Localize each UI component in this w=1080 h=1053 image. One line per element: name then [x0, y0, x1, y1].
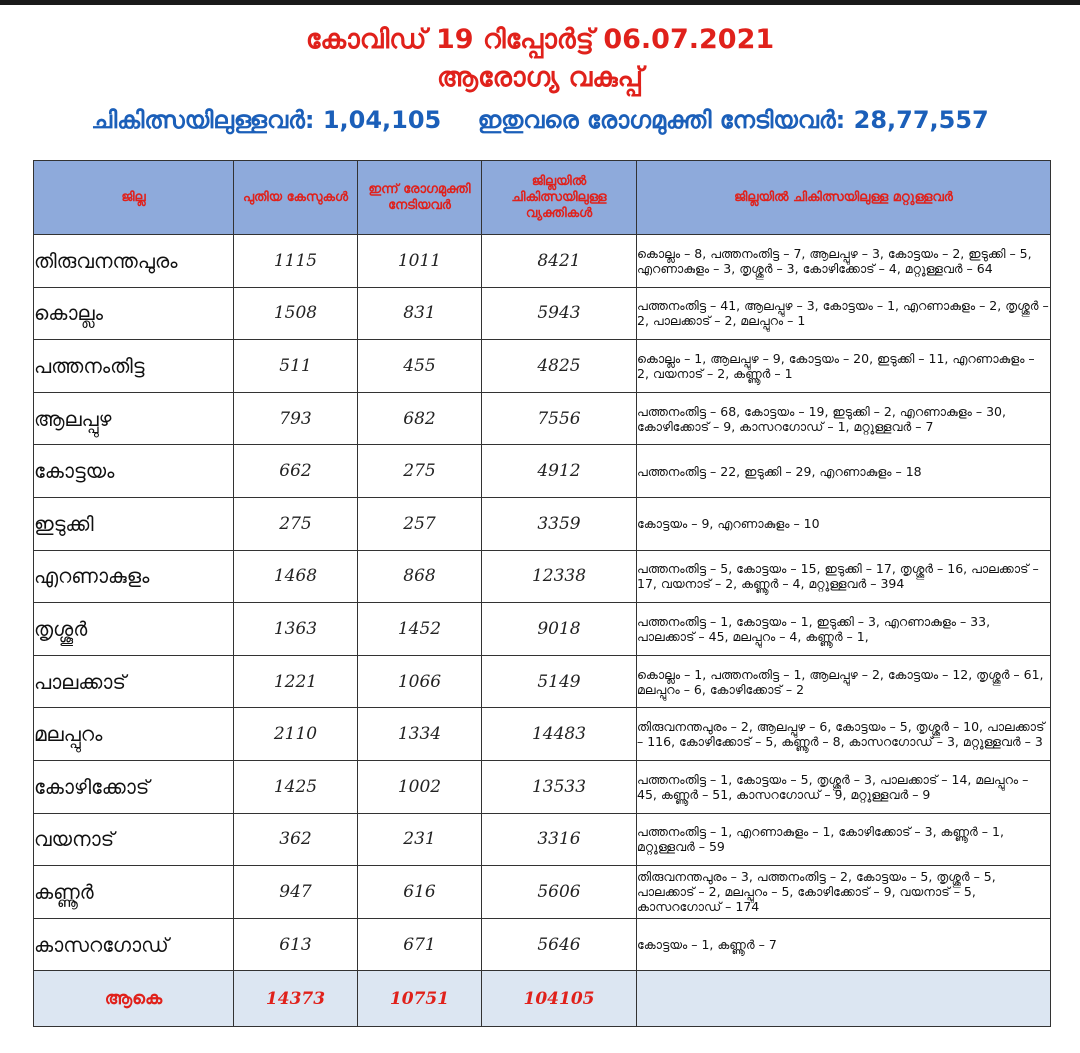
district-name: തിരുവനന്തപുരം	[34, 235, 234, 288]
district-report-table	[33, 160, 1051, 1027]
table-row	[34, 287, 1051, 340]
table-body	[34, 235, 1051, 971]
total-row	[34, 971, 1051, 1027]
district-name: തൃശ്ശൂർ	[34, 603, 234, 656]
new-cases-cell: 613	[234, 918, 358, 971]
new-cases-cell: 793	[234, 392, 358, 445]
others-cell: കൊല്ലം – 1, ആലപ്പുഴ – 9, കോട്ടയം – 20, ഇടുക്കി – 11, എറണാകുളം – 2, വയനാട് – 2, കണ്ണൂർ – 1	[637, 340, 1051, 393]
district-name: പത്തനംതിട്ട	[34, 340, 234, 393]
report-title: കോവിഡ് 19 റിപ്പോർട്ട് 06.07.2021	[305, 24, 775, 55]
table-row	[34, 708, 1051, 761]
department-title: ആരോഗ്യ വകുപ്പ്	[436, 62, 644, 93]
others-cell: കോട്ടയം – 9, എറണാകുളം – 10	[637, 497, 1051, 550]
table-row	[34, 340, 1051, 393]
new-cases-cell: 1468	[234, 550, 358, 603]
in-treatment-cell: 5606	[482, 866, 637, 919]
total-new-cases: 14373	[234, 971, 358, 1027]
table-row	[34, 392, 1051, 445]
district-name: കാസറഗോഡ്	[34, 918, 234, 971]
others-cell: തിരുവനന്തപുരം – 2, ആലപ്പുഴ – 6, കോട്ടയം – 5, തൃശ്ശൂർ – 10, പാലക്കാട് – 116, കോഴിക്കോട് – 5, കണ്ണൂർ – 8, കാസറഗോഡ് – 3, മറ്റുള്ളവർ – 3	[637, 708, 1051, 761]
district-name: കോട്ടയം	[34, 445, 234, 498]
recovered-cell: 671	[358, 918, 482, 971]
district-name: മലപ്പുറം	[34, 708, 234, 761]
recovered-cell: 455	[358, 340, 482, 393]
header-new-cases: പുതിയ കേസുകൾ	[234, 161, 358, 235]
district-name: ആലപ്പുഴ	[34, 392, 234, 445]
new-cases-cell: 275	[234, 497, 358, 550]
under-treatment-summary: ചികിത്സയിലുള്ളവർ: 1,04,105	[91, 106, 442, 134]
new-cases-cell: 362	[234, 813, 358, 866]
total-recovered: 10751	[358, 971, 482, 1027]
district-name: കൊല്ലം	[34, 287, 234, 340]
new-cases-cell: 1221	[234, 655, 358, 708]
header-recovered-today: ഇന്ന് രോഗമുക്തി നേടിയവർ	[358, 161, 482, 235]
in-treatment-cell: 13533	[482, 760, 637, 813]
new-cases-cell: 511	[234, 340, 358, 393]
others-cell: കൊല്ലം – 8, പത്തനംതിട്ട – 7, ആലപ്പുഴ – 3, കോട്ടയം – 2, ഇടുക്കി – 5, എറണാകുളം – 3, തൃശ്ശൂർ – 3, കോഴിക്കോട് – 4, മറ്റുള്ളവർ – 64	[637, 235, 1051, 288]
new-cases-cell: 947	[234, 866, 358, 919]
in-treatment-cell: 14483	[482, 708, 637, 761]
others-cell: പത്തനംതിട്ട – 1, കോട്ടയം – 1, ഇടുക്കി – 3, എറണാകുളം – 33, പാലക്കാട് – 45, മലപ്പുറം – 4, കണ്ണൂർ – 1,	[637, 603, 1051, 656]
top-border	[0, 0, 1080, 5]
recovered-summary: ഇതുവരെ രോഗമുക്തി നേടിയവർ: 28,77,557	[477, 106, 989, 134]
table-row	[34, 760, 1051, 813]
total-label: ആകെ	[34, 971, 234, 1027]
table-row	[34, 655, 1051, 708]
new-cases-cell: 2110	[234, 708, 358, 761]
recovered-cell: 1452	[358, 603, 482, 656]
recovered-cell: 1066	[358, 655, 482, 708]
in-treatment-cell: 8421	[482, 235, 637, 288]
recovered-cell: 1011	[358, 235, 482, 288]
in-treatment-cell: 3316	[482, 813, 637, 866]
table-row	[34, 813, 1051, 866]
district-name: എറണാകുളം	[34, 550, 234, 603]
header-district: ജില്ല	[34, 161, 234, 235]
recovered-cell: 682	[358, 392, 482, 445]
table-row	[34, 497, 1051, 550]
table-row	[34, 866, 1051, 919]
in-treatment-cell: 5646	[482, 918, 637, 971]
in-treatment-cell: 3359	[482, 497, 637, 550]
new-cases-cell: 1425	[234, 760, 358, 813]
in-treatment-cell: 7556	[482, 392, 637, 445]
district-name: കോഴിക്കോട്	[34, 760, 234, 813]
new-cases-cell: 1363	[234, 603, 358, 656]
others-cell: തിരുവനന്തപുരം – 3, പത്തനംതിട്ട – 2, കോട്ടയം – 5, തൃശ്ശൂർ – 5, പാലക്കാട് – 2, മലപ്പുറം – 5, കോഴിക്കോട് – 9, വയനാട് – 5, കാസറഗോഡ് – 174	[637, 866, 1051, 919]
recovered-cell: 257	[358, 497, 482, 550]
district-name: ഇടുക്കി	[34, 497, 234, 550]
others-cell: പത്തനംതിട്ട – 68, കോട്ടയം – 19, ഇടുക്കി – 2, എറണാകുളം – 30, കോഴിക്കോട് – 9, കാസറഗോഡ് – 1, മറ്റുള്ളവർ – 7	[637, 392, 1051, 445]
others-cell: കോട്ടയം – 1, കണ്ണൂർ – 7	[637, 918, 1051, 971]
recovered-cell: 275	[358, 445, 482, 498]
new-cases-cell: 1508	[234, 287, 358, 340]
recovered-cell: 868	[358, 550, 482, 603]
recovered-cell: 1334	[358, 708, 482, 761]
table-header-row	[34, 161, 1051, 235]
table-row	[34, 603, 1051, 656]
recovered-cell: 1002	[358, 760, 482, 813]
others-cell: പത്തനംതിട്ട – 22, ഇടുക്കി – 29, എറണാകുളം – 18	[637, 445, 1051, 498]
summary-line	[0, 106, 1080, 134]
in-treatment-cell: 5149	[482, 655, 637, 708]
table-row	[34, 235, 1051, 288]
new-cases-cell: 1115	[234, 235, 358, 288]
others-cell: പത്തനംതിട്ട – 5, കോട്ടയം – 15, ഇടുക്കി – 17, തൃശ്ശൂർ – 16, പാലക്കാട് – 17, വയനാട് – 2, കണ്ണൂർ – 4, മറ്റുള്ളവർ – 394	[637, 550, 1051, 603]
in-treatment-cell: 5943	[482, 287, 637, 340]
total-in-treatment: 104105	[482, 971, 637, 1027]
others-cell: കൊല്ലം – 1, പത്തനംതിട്ട – 1, ആലപ്പുഴ – 2, കോട്ടയം – 12, തൃശ്ശൂർ – 61, മലപ്പുറം – 6, കോഴിക്കോട് – 2	[637, 655, 1051, 708]
others-cell: പത്തനംതിട്ട – 41, ആലപ്പുഴ – 3, കോട്ടയം – 1, എറണാകുളം – 2, തൃശ്ശൂർ – 2, പാലക്കാട് – 2, മലപ്പുറം – 1	[637, 287, 1051, 340]
in-treatment-cell: 4912	[482, 445, 637, 498]
total-others-empty	[637, 971, 1051, 1027]
header-others: ജില്ലയിൽ ചികിത്സയിലുള്ള മറ്റുള്ളവർ	[637, 161, 1051, 235]
others-cell: പത്തനംതിട്ട – 1, കോട്ടയം – 5, തൃശ്ശൂർ – 3, പാലക്കാട് – 14, മലപ്പുറം – 45, കണ്ണൂർ – 51, കാസറഗോഡ് – 9, മറ്റുള്ളവർ – 9	[637, 760, 1051, 813]
table-row	[34, 918, 1051, 971]
recovered-cell: 231	[358, 813, 482, 866]
table-row	[34, 550, 1051, 603]
district-name: പാലക്കാട്	[34, 655, 234, 708]
in-treatment-cell: 4825	[482, 340, 637, 393]
table-row	[34, 445, 1051, 498]
in-treatment-cell: 9018	[482, 603, 637, 656]
new-cases-cell: 662	[234, 445, 358, 498]
district-name: വയനാട്	[34, 813, 234, 866]
in-treatment-cell: 12338	[482, 550, 637, 603]
others-cell: പത്തനംതിട്ട – 1, എറണാകുളം – 1, കോഴിക്കോട് – 3, കണ്ണൂർ – 1, മറ്റുള്ളവർ – 59	[637, 813, 1051, 866]
recovered-cell: 831	[358, 287, 482, 340]
header-in-treatment: ജില്ലയിൽ ചികിത്സയിലുള്ള വ്യക്തികൾ	[482, 161, 637, 235]
recovered-cell: 616	[358, 866, 482, 919]
district-name: കണ്ണൂർ	[34, 866, 234, 919]
